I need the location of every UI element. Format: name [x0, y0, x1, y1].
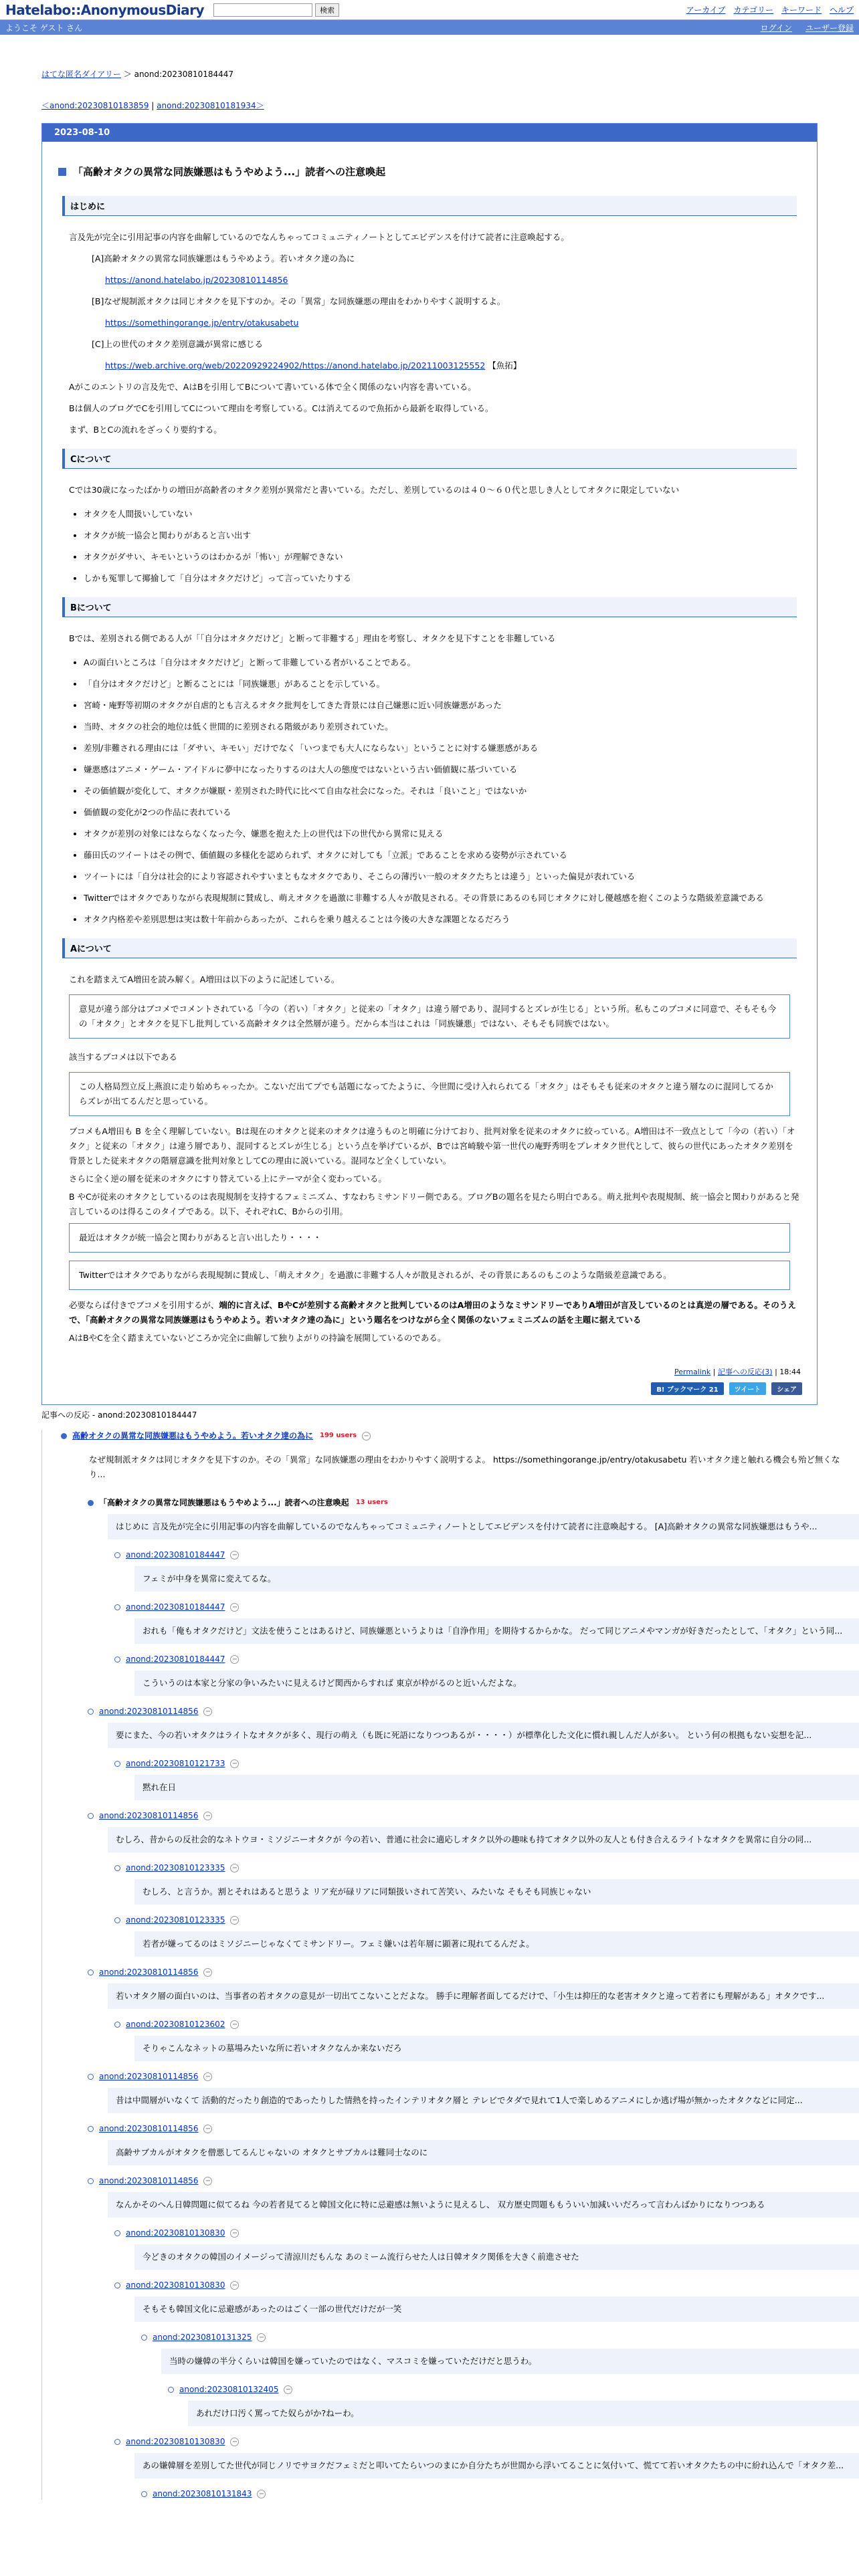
reaction-item: [114, 1549, 859, 1592]
bullet-circle-icon: [114, 2282, 120, 2288]
entry-container: [41, 123, 818, 1405]
reaction-excerpt: あれだけ口汚く罵ってた奴らがか?ねーわ。: [188, 2401, 859, 2426]
c-list: [58, 504, 801, 589]
reaction-link[interactable]: anond:20230810130830: [126, 2228, 225, 2238]
reference-c: [C]上の世代のオタク差別意識が異常に感じる: [92, 339, 263, 349]
list-item: • オタクが差別の対象にはならなくなった今、嫌悪を抱えた上の世代は下の世代から異常に見える: [84, 823, 801, 845]
reaction-item: [88, 1810, 859, 1852]
user-bar: [0, 20, 859, 35]
breadcrumb-home[interactable]: はてな匿名ダイアリー: [41, 70, 121, 79]
top-banner: [0, 0, 859, 20]
facebook-share-button[interactable]: シェア: [771, 1382, 802, 1395]
reaction-link[interactable]: anond:20230810132405: [179, 2385, 279, 2394]
bullet-circle-icon: [114, 2230, 120, 2236]
section-heading-a: Aについて: [62, 938, 797, 958]
bullet-circle-icon: [88, 1813, 94, 1819]
reaction-link[interactable]: anond:20230810114856: [99, 1811, 199, 1820]
reaction-link[interactable]: anond:20230810114856: [99, 2072, 199, 2081]
list-item: • 藤田氏のツイートはその例で、価値観の多様化を認められず、オタクに対しても「立派」であることを求める姿勢が示されている: [84, 845, 801, 866]
archive-link[interactable]: アーカイブ: [686, 5, 726, 15]
bookmark-button[interactable]: B! ブックマーク 21: [651, 1382, 723, 1395]
list-item: • その価値観が変化して、オタクが嫌厭・差別された時代に比べて自由な社会になった。それは「良いこと」ではないか: [84, 780, 801, 802]
paragraph: さらに全く逆の層を従来のオタクにすり替えている上にテーマが全く変わっている。: [69, 1174, 387, 1184]
paragraph: Cでは30歳になったばかりの増田が高齢者のオタク差別が異常だと書いている。ただし、差別しているのは４０～６０代と思しき人としてオタクに限定していない: [69, 485, 680, 495]
section-heading-c: Cについて: [62, 449, 797, 469]
collapse-icon[interactable]: −: [284, 2385, 292, 2394]
reaction-excerpt: こういうのは本家と分家の争いみたいに見えるけど関西からすれば 東京が枠がるのと近いんだよな。: [134, 1671, 859, 1696]
permalink[interactable]: Permalink: [674, 1368, 711, 1376]
entry-footer: [42, 1349, 817, 1382]
reference-c-note: 【魚拓】: [488, 360, 522, 370]
bullet-circle-icon: [114, 1917, 120, 1923]
pager-separator: |: [151, 101, 155, 110]
reference-b: [B]なぜ規制派オタクは同じオタクを見下すのか。その「異常」な同族嫌悪の理由をわかりやすく説明するよ。: [92, 296, 506, 306]
reaction-excerpt: むしろ、と言うか。割とそれはあると思うよ リア充が碌リアに同類扱いされて苦笑い、みたいな そもそも同族じゃない: [134, 1879, 859, 1905]
paragraph: Aがこのエントリの言及先で、AはBを引用してBについて書いている体で全く関係のない内容を書いている。: [69, 382, 476, 392]
blockquote: 最近はオタクが統一協会と関わりがあると言い出したり・・・・: [69, 1223, 790, 1253]
reactions-heading: 記事への反応 - anond:20230810184447: [41, 1410, 197, 1420]
reaction-item: [114, 1653, 859, 1696]
welcome-text: ようこそ ゲスト さん: [5, 23, 83, 33]
collapse-icon[interactable]: −: [257, 2490, 266, 2498]
reaction-item: [141, 2488, 859, 2500]
reaction-item: [88, 2070, 859, 2113]
collapse-icon[interactable]: −: [203, 1968, 212, 1977]
reaction-title: 「高齢オタクの異常な同族嫌悪はもうやめよう...」読者への注意喚起: [99, 1498, 349, 1507]
users-badge[interactable]: 199 users: [320, 1432, 357, 1439]
section-heading-b: Bについて: [62, 597, 797, 617]
reaction-link[interactable]: anond:20230810130830: [126, 2280, 225, 2290]
reaction-link[interactable]: anond:20230810123335: [126, 1915, 225, 1925]
share-buttons: [42, 1382, 817, 1404]
bullet-circle-icon: [88, 2074, 94, 2080]
footer-separator: |: [712, 1368, 716, 1376]
breadcrumb-current: anond:20230810184447: [134, 70, 234, 79]
reaction-item: [61, 1430, 859, 1487]
reaction-excerpt: はじめに 言及先が完全に引用記事の内容を曲解しているのでなんちゃってコミュニティノートとしてエビデンスを付けて読者に注意喚起する。 [A]高齢オタクの異常な同族嫌悪はもうや...: [108, 1514, 859, 1539]
reaction-excerpt: 当時の嫌韓の半分くらいは韓国を嫌っていたのではなく、マスコミを嫌っていただけだと思うわ。: [161, 2349, 859, 2374]
bullet-circle-icon: [141, 2335, 147, 2341]
search-input[interactable]: [213, 3, 312, 17]
reaction-item: [114, 1914, 859, 1957]
reaction-item: [114, 2436, 859, 2478]
collapse-icon[interactable]: −: [203, 2177, 212, 2185]
entry-time: 18:44: [779, 1368, 801, 1376]
bullet-circle-icon: [88, 1969, 94, 1975]
register-link[interactable]: ユーザー登録: [805, 23, 854, 33]
category-link[interactable]: カテゴリー: [733, 5, 773, 15]
collapse-icon[interactable]: −: [230, 1551, 239, 1560]
paragraph: [69, 1298, 801, 1327]
collapse-icon[interactable]: −: [257, 2333, 266, 2342]
reaction-item: [114, 1601, 859, 1644]
paragraph: AはBやCを全く踏まえていないどころか完全に曲解して独りよがりの持論を展開しているのである。: [69, 1333, 446, 1343]
bullet-circle-icon: [114, 2439, 120, 2445]
list-item: • 価値観の変化が2つの作品に表れている: [84, 802, 801, 823]
top-links: [686, 4, 854, 15]
reaction-title-link[interactable]: 高齢オタクの異常な同族嫌悪はもうやめよう。若いオタク達の為に: [72, 1431, 314, 1440]
reaction-excerpt: なぜ規制派オタクは同じオタクを見下すのか。その「異常」な同族嫌悪の理由をわかりやすく説明するよ。 https://somethingorange.jp/entry/otakusabetu 若いオタク達と触れる機会も殆ど無くなり...: [81, 1447, 859, 1487]
reaction-link[interactable]: anond:20230810123335: [126, 1863, 225, 1872]
collapse-icon[interactable]: −: [230, 2281, 239, 2290]
reaction-link[interactable]: anond:20230810114856: [99, 2176, 199, 2185]
reaction-excerpt: そりゃこんなネットの墓場みたいな所に若いオタクなんか来ないだろ: [134, 2036, 859, 2061]
reaction-item: [114, 2279, 859, 2322]
collapse-icon[interactable]: −: [230, 1655, 239, 1664]
collapse-icon[interactable]: −: [203, 1812, 212, 1820]
site-logo[interactable]: Hatelabo::AnonymousDiary: [5, 1, 205, 18]
tweet-button[interactable]: ツイート: [729, 1382, 767, 1395]
footer-separator: |: [775, 1368, 777, 1376]
section-heading-intro: はじめに: [62, 196, 797, 216]
paragraph: これを踏まえてA増田を読み解く。A増田は以下のように記述している。: [69, 974, 340, 984]
reaction-item: [114, 2227, 859, 2270]
blockquote: Twitterではオタクでありながら表現規制に賛成し、「萌えオタク」を過激に非難する人々が散見されるが、その背景にあるのもこのような階級差意識である。: [69, 1261, 790, 1290]
bullet-circle-icon: [88, 1709, 94, 1715]
reaction-link[interactable]: anond:20230810121733: [126, 1759, 225, 1768]
collapse-icon[interactable]: −: [230, 2438, 239, 2446]
reference-a-link[interactable]: https://anond.hatelabo.jp/20230810114856: [105, 275, 288, 285]
reaction-item: [88, 1497, 859, 1539]
reaction-item: [88, 2175, 859, 2218]
paragraph: 該当するブコメは以下である: [69, 1052, 177, 1062]
collapse-icon[interactable]: −: [203, 2125, 212, 2133]
reference-b-link[interactable]: https://somethingorange.jp/entry/otakusabetu: [105, 318, 299, 328]
list-item: • Twitterではオタクでありながら表現規制に賛成し、萌えオタクを過激に非難する人々が散見される。その背景にあるのも同じオタクに対し優越感を抱くこのような階級差意識である: [84, 887, 801, 909]
entry-title-text[interactable]: 「高齢オタクの異常な同族嫌悪はもうやめよう...」読者への注意喚起: [73, 166, 386, 178]
breadcrumb: [0, 35, 859, 80]
bullet-circle-icon: [114, 1604, 120, 1610]
entry-title: [58, 165, 801, 179]
help-link[interactable]: ヘルプ: [829, 5, 854, 15]
reaction-excerpt: 今どきのオタクの韓国のイメージって清涼川だもんな あのミーム流行らせた人は日韓オタク関係を大きく前進させた: [134, 2244, 859, 2270]
collapse-icon[interactable]: −: [203, 1707, 212, 1716]
search-button[interactable]: 検索: [315, 3, 339, 17]
next-entry-link[interactable]: anond:20230810181934＞: [157, 101, 264, 110]
reaction-excerpt: そもそも韓国文化に忌避感があったのはごく一部の世代だけだが一笑: [134, 2296, 859, 2322]
list-item: • ツイートには「自分は社会的により容認されやすいまともなオタクであり、そこらの薄汚い一般のオタクたちとは違う」といった偏見が表れている: [84, 866, 801, 887]
collapse-icon[interactable]: −: [230, 1864, 239, 1872]
reaction-excerpt: なんかそのへん日韓問題に似てるね 今の若者見てると韓国文化に特に忌避感は無いように見えるし、 双方歴史問題ももういい加減いいだろって言わんばかりになりつつある: [108, 2192, 859, 2218]
bullet-circle-icon: [88, 2178, 94, 2184]
reaction-link[interactable]: anond:20230810184447: [126, 1602, 225, 1612]
reaction-link[interactable]: anond:20230810123602: [126, 2020, 225, 2029]
collapse-icon[interactable]: −: [230, 2229, 239, 2238]
list-item: • オタクを人間扱いしていない: [84, 504, 801, 525]
reference-c-link[interactable]: https://web.archive.org/web/20220929224902/https://anond.hatelabo.jp/20211003125552: [105, 360, 486, 370]
collapse-icon[interactable]: −: [230, 2020, 239, 2029]
entry-date: 2023-08-10: [42, 124, 817, 142]
pager: [0, 80, 859, 111]
reaction-link[interactable]: anond:20230810114856: [99, 1967, 199, 1977]
reaction-link[interactable]: anond:20230810184447: [126, 1654, 225, 1664]
list-item: • 宮崎・庵野等初期のオタクが自虐的とも言えるオタク批判をしてきた背景には自己嫌悪に近い同族嫌悪があった: [84, 695, 801, 716]
keyword-link[interactable]: キーワード: [781, 5, 822, 15]
bullet-circle-icon: [114, 1552, 120, 1558]
reaction-link[interactable]: anond:20230810114856: [99, 1707, 199, 1716]
reaction-excerpt: 高齢サブカルがオタクを僧悪してるんじゃないの オタクとサブカルは難同士なのに: [108, 2140, 859, 2165]
bullet-circle-icon: [141, 2491, 147, 2497]
users-badge[interactable]: 13 users: [355, 1499, 388, 1506]
reaction-excerpt: むしろ、昔からの反社会的なネトウヨ・ミソジニーオタクが 今の若い、普通に社会に適応しオタク以外の趣味も持てオタク以外の友人とも付き合えるライトなオタクを異常に自分の同...: [108, 1827, 859, 1852]
reaction-excerpt: 若いオタク層の面白いのは、当事者の若オタクの意見が一切出てこないことだよな。 勝手に理解者面してるだけで、「小生は抑圧的な老害オタクと違って若者にも理解がある」オタクです...: [108, 1983, 859, 2009]
reaction-link[interactable]: anond:20230810130830: [126, 2437, 225, 2446]
collapse-icon[interactable]: −: [362, 1432, 371, 1440]
paragraph: Bは個人のブログでCを引用してCについて理由を考察している。Cは消えてるので魚拓から最新を取得している。: [69, 403, 494, 413]
collapse-icon[interactable]: −: [230, 1916, 239, 1925]
reaction-link[interactable]: anond:20230810131325: [153, 2333, 252, 2342]
paragraph: 言及先が完全に引用記事の内容を曲解しているのでなんちゃってコミュニティノートとしてエビデンスを付けて読者に注意喚起する。: [69, 232, 569, 242]
bullet-circle-icon: [114, 1656, 120, 1662]
reaction-item: [88, 2123, 859, 2165]
list-item: • 当時、オタクの社会的地位は低く世間的に差別される階級があり差別されていた。: [84, 716, 801, 738]
reaction-link[interactable]: anond:20230810131843: [153, 2489, 252, 2498]
list-item: • オタク内格差や差別思想は実は数十年前からあったが、これらを乗り越えることは今後の大きな課題となるだろう: [84, 909, 801, 930]
reaction-item: [88, 1966, 859, 2009]
blockquote: この人格局烈立反上燕浪に走り始めちゃったか。こないだ出てプでも話題になってたように、今世間に受け入れられてる「オタク」はそもそも従来のオタクと違う層なのに混同してるからズレが出てるんだと思っている。: [69, 1072, 790, 1116]
breadcrumb-separator: ＞: [123, 70, 132, 79]
list-item: • 「自分はオタクだけど」と断ることには「同族嫌悪」があることを示している。: [84, 673, 801, 695]
paragraph: ブコメもA増田も B を全く理解していない。Bは現在のオタクと従来のオタクは違うものと明確に分けており、批判対象を従来のオタクに絞っている。A増田は不一致点として「今の（若い）「オタク」と従来の「オタク」は違う層であり、混同するとズレが生じる」という点を挙げているが、Bでは宮崎駿や第一世代の庵野秀明をプレオタク世代として、彼らの世代にあったオタク差別を背景とした従来オタクの階層意識を批判対象としてCの理由に説いている。混同など全くしていない。: [69, 1126, 795, 1166]
square-bullet-icon: [58, 168, 66, 176]
paragraph-intro: 必要ならば付きでブコメを引用するが、: [69, 1300, 219, 1310]
list-item: • オタクがダサい、キモいというのはわかるが「怖い」が理解できない: [84, 546, 801, 568]
bullet-circle-icon: [168, 2387, 174, 2393]
bullet-dot-icon: [61, 1433, 67, 1439]
list-item: • しかも冤罪して揶揄して「自分はオタクだけど」って言っていたりする: [84, 568, 801, 589]
b-list: [58, 652, 801, 930]
bullet-dot-icon: [88, 1500, 94, 1506]
paragraph: B やCが従来のオタクとしているのは表現規制を支持するフェミニズム、すなわちミサンドリー側である。ブログBの題名を見たら明白である。萌え批判や表現規制、統一協会と関わりがあると発言しているのは得るこのタイプである。以下、それぞれC、Bからの引用。: [69, 1192, 799, 1216]
reaction-item: [141, 2331, 859, 2374]
reaction-link[interactable]: anond:20230810114856: [99, 2124, 199, 2133]
collapse-icon[interactable]: −: [230, 1759, 239, 1768]
reaction-excerpt: 要にまた、今の若いオタクはライトなオタクが多く、現行の萌え（も既に死語になりつつあるが・・・・）が標準化した文化に慣れ親しんだ人が多い。 という何の根拠もない妄想を記...: [108, 1723, 859, 1748]
bullet-circle-icon: [114, 1865, 120, 1871]
paragraph-emphasis: 端的に言えば、BやCが差別する高齢オタクと批判しているのはA増田のようなミサンドリーでありA増田が言及しているのとは真逆の層である。そのうえで、「高齢オタクの異常な同族嫌悪はもうやめよう。若いオタク達の為に」という題名をつけながら全く関係のないフェミニズムの話を主題に据えている: [69, 1300, 796, 1325]
reaction-item: [114, 1862, 859, 1905]
reaction-item: [114, 1757, 859, 1800]
paragraph: Bでは、差別される側である人が「「自分はオタクだけど」と断って非難する」理由を考察し、オタクを見下すことを非難している: [69, 633, 556, 643]
bullet-circle-icon: [88, 2126, 94, 2132]
login-link[interactable]: ログイン: [760, 23, 792, 33]
reaction-item: [114, 2018, 859, 2061]
list-item: • Aの面白いところは「自分はオタクだけど」と断って非難している者がいることである。: [84, 652, 801, 673]
reaction-excerpt: 若者が嫌ってるのはミソジニーじゃなくてミサンドリー。フェミ嫌いは若年層に顕著に現れてるんだよ。: [134, 1931, 859, 1957]
reaction-tree: [41, 1430, 859, 2500]
reactions-link[interactable]: 記事への反応(3): [717, 1368, 773, 1376]
reaction-item: [88, 1705, 859, 1748]
list-item: • オタクが統一協会と関わりがあると言い出す: [84, 525, 801, 546]
prev-entry-link[interactable]: ＜anond:20230810183859: [41, 101, 149, 110]
collapse-icon[interactable]: −: [230, 1603, 239, 1612]
reaction-excerpt: あの嫌韓層を差別してた世代が同じノリでサヨクだフェミだと叩いてたらいつのまにか自分たちが世間から浮いてることに気付いて、慌てて若いオタクたちの中に紛れ込んで「オタク差...: [134, 2453, 859, 2478]
reaction-link[interactable]: anond:20230810184447: [126, 1550, 225, 1560]
reference-a: [A]高齢オタクの異常な同族嫌悪はもうやめよう。若いオタク達の為に: [92, 253, 355, 263]
bullet-circle-icon: [114, 1761, 120, 1767]
blockquote: 意見が違う部分はブコメでコメントされている「今の（若い）「オタク」と従来の「オタク」は違う層であり、混同するとズレが生じる」という所。私もこのブコメに同意で、そもそも今の「オタク」とオタクを見下し批判している高齢オタクは全然層が違う。だから本当はこれは「同族嫌悪」ではない、そもそも同族ではない。: [69, 994, 790, 1039]
bullet-circle-icon: [114, 2022, 120, 2028]
reaction-excerpt: 黙れ在日: [134, 1775, 859, 1800]
reaction-excerpt: おれも「俺もオタクだけど」文法を使うことはあるけど、同族嫌悪というよりは「自浄作用」を期待するからかな。 だって同じアニメやマンガが好きだったとして、「オタク」という同...: [134, 1618, 859, 1644]
reaction-excerpt: フェミが中身を異常に変えてるな。: [134, 1566, 859, 1592]
list-item: • 嫌悪感はアニメ・ゲーム・アイドルに夢中になったりするのは大人の態度ではないという古い価値観に基づいている: [84, 759, 801, 780]
list-item: • 差別/非難される理由には「ダサい、キモい」だけでなく「いつまでも大人にならない」ということに対する嫌悪感がある: [84, 738, 801, 759]
collapse-icon[interactable]: −: [203, 2072, 212, 2081]
reaction-item: [168, 2383, 859, 2426]
paragraph: まず、BとCの流れをざっくり要約する。: [69, 425, 222, 435]
reaction-excerpt: 昔は中間層がいなくて 活動的だったり創造的であったりした情熱を持ったインテリオタク層と テレビでタダで見れて1人で楽しめるアニメにしか逃げ場が無かったオタクなどに同定...: [108, 2088, 859, 2113]
